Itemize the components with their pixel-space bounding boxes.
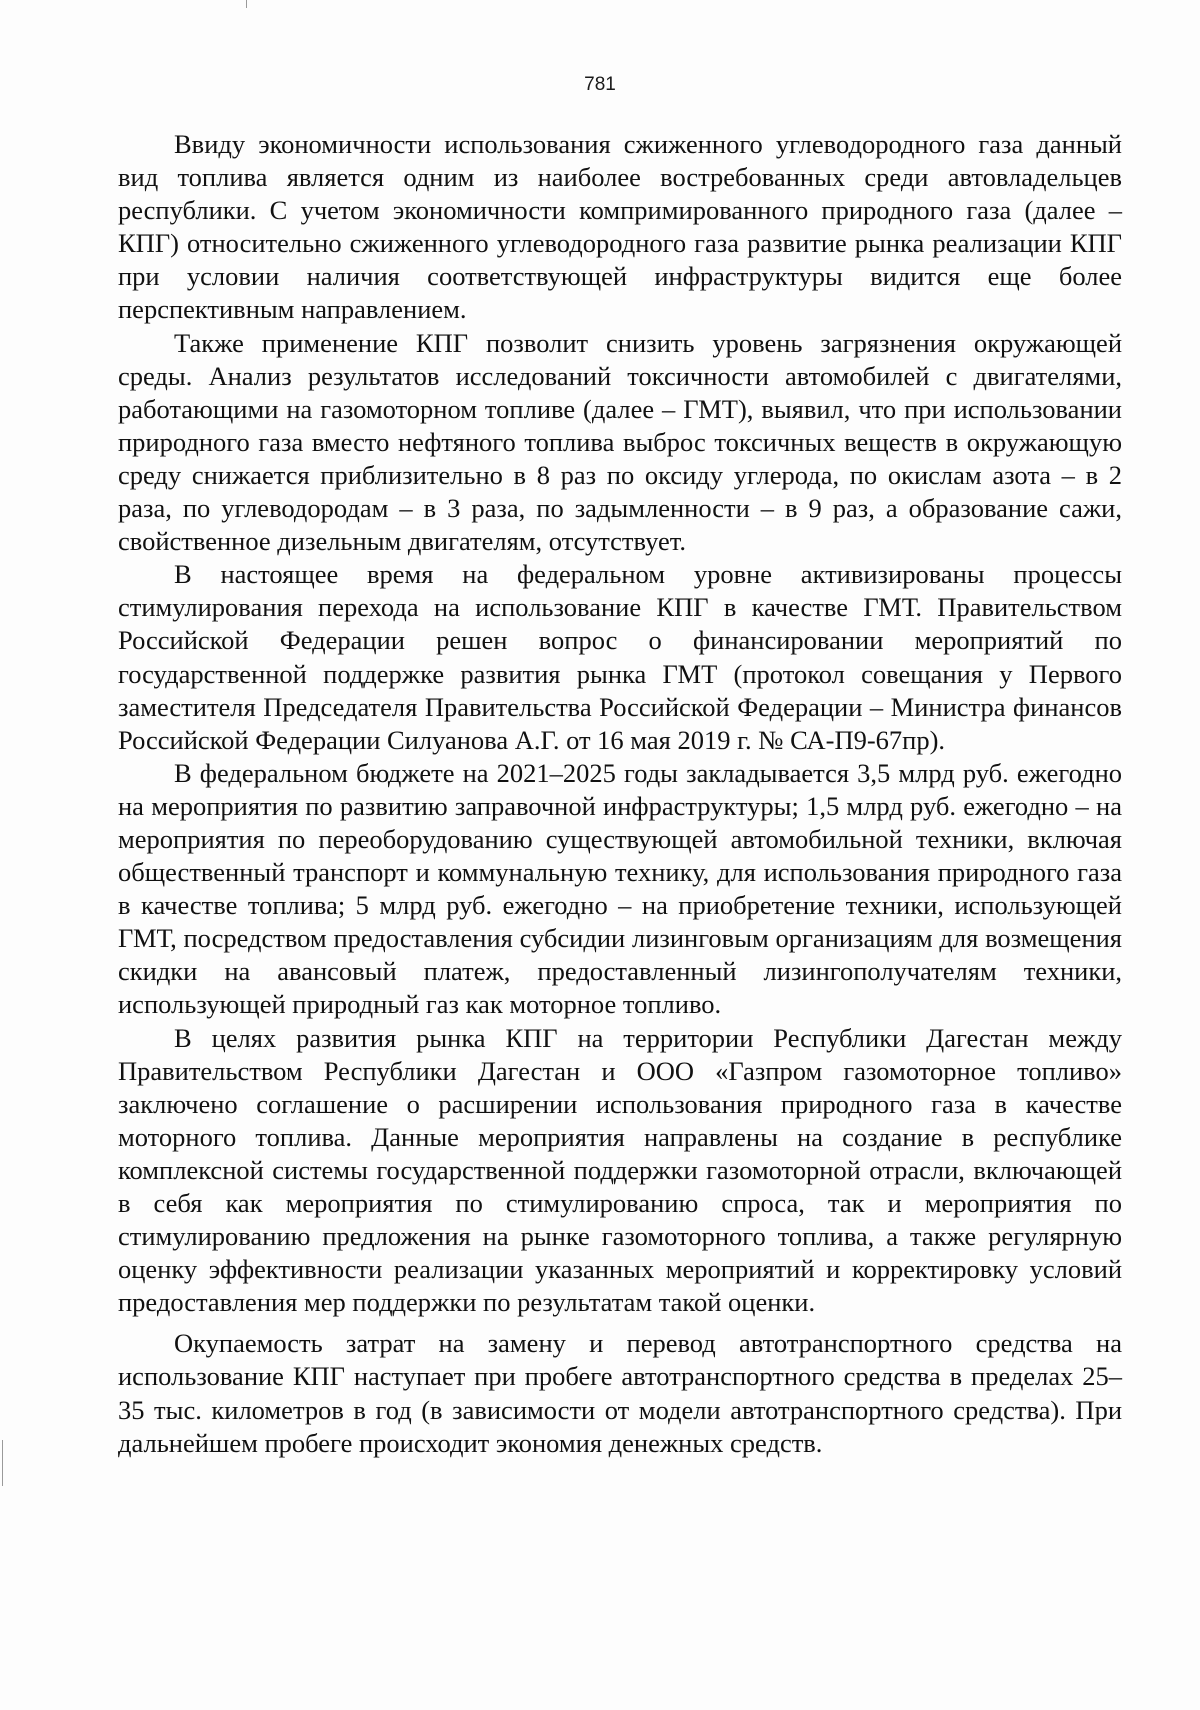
paragraph-2: Также применение КПГ позволит снизить уровень загрязнения окружающей среды. Анализ результатов исследований токсичности автомобилей с двигателями, работающими на газомоторном топливе (далее – ГМТ), выявил, что при использовании природного газа вместо нефтяного топлива выброс токсичных веществ в окружающую среду снижается приблизительно в 8 раз по оксиду углерода, по окислам азота – в 2 раза, по углеводородам – в 3 раза, по задымленности – в 9 раз, а образование сажи, свойственное дизельным двигателям, отсутствует. [118,327,1122,557]
document-body [118,128,1122,1460]
scan-artifact-left-mark [2,1440,3,1486]
paragraph-1: Ввиду экономичности использования сжиженного углеводородного газа данный вид топлива является одним из наиболее востребованных среди автовладельцев республики. С учетом экономичности компримированного природного газа (далее – КПГ) относительно сжиженного углеводородного газа развитие рынка реализации КПГ при условии наличия соответствующей инфраструктуры видится еще более перспективным направлением. [118,129,1122,325]
paragraph-3: В настоящее время на федеральном уровне активизированы процессы стимулирования перехода на использование КПГ в качестве ГМТ. Правительством Российской Федерации решен вопрос о финансировании мероприятий по государственной поддержке развития рынка ГМТ (протокол совещания у Первого заместителя Председателя Правительства Российской Федерации – Министра финансов Российской Федерации Силуанова А.Г. от 16 мая 2019 г. № СА-П9-67пр). [118,559,1122,755]
page-number: 781 [584,74,616,95]
paragraph-6: Окупаемость затрат на замену и перевод автотранспортного средства на использование КПГ наступает при пробеге автотранспортного средства в пределах 25–35 тыс. километров в год (в зависимости от модели автотранспортного средства). При дальнейшем пробеге происходит экономия денежных средств. [118,1328,1122,1458]
scan-artifact-top-mark [246,0,247,8]
paragraph-5: В целях развития рынка КПГ на территории Республики Дагестан между Правительством Республики Дагестан и ООО «Газпром газомоторное топливо» заключено соглашение о расширении использования природного газа в качестве моторного топлива. Данные мероприятия направлены на создание в республике комплексной системы государственной поддержки газомоторной отрасли, включающей в себя как мероприятия по стимулированию спроса, так и мероприятия по стимулированию предложения на рынке газомоторного топлива, а также регулярную оценку эффективности реализации указанных мероприятий и корректировку условий предоставления мер поддержки по результатам такой оценки. [118,1022,1122,1318]
paragraph-4: В федеральном бюджете на 2021–2025 годы закладывается 3,5 млрд руб. ежегодно на мероприятия по развитию заправочной инфраструктуры; 1,5 млрд руб. ежегодно – на мероприятия по переоборудованию существующей автомобильной техники, включая общественный транспорт и коммунальную технику, для использования природного газа в качестве топлива; 5 млрд руб. ежегодно – на приобретение техники, использующей ГМТ, посредством предоставления субсидии лизинговым организациям для возмещения скидки на авансовый платеж, предоставленный лизингополучателям техники, использующей природный газ как моторное топливо. [118,757,1122,1020]
